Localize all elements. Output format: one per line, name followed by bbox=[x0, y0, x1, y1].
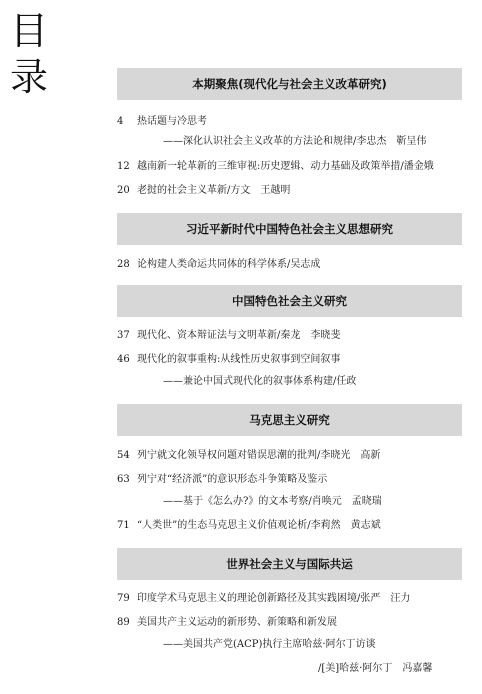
article-author: /李晓光 高新 bbox=[317, 450, 381, 461]
article-title: 论构建人类命运共同体的科学体系 bbox=[137, 259, 287, 270]
article-title: 列宁就文化领导权问题对错误思潮的批判 bbox=[137, 450, 317, 461]
page-number: 12 bbox=[117, 161, 130, 172]
page-number: 4 bbox=[117, 116, 124, 127]
toc-entry[interactable] bbox=[117, 184, 290, 198]
article-subtitle: ——基于《怎么办?》的文本考察/肖唤元 孟晓瑞 bbox=[163, 496, 382, 507]
toc-entry[interactable] bbox=[117, 592, 410, 606]
article-title: 美国共产主义运动的新形势、新策略和新发展 bbox=[137, 617, 337, 628]
article-author: /张严 汪力 bbox=[357, 593, 411, 604]
toc-entry[interactable] bbox=[117, 473, 327, 487]
article-title: 热话题与冷思考 bbox=[137, 116, 207, 127]
article-author: /吴志成 bbox=[287, 259, 321, 270]
section-header-xi-thought: 习近平新时代中国特色社会主义思想研究 bbox=[117, 213, 462, 245]
page-number: 89 bbox=[117, 617, 130, 628]
article-author: /秦龙 李晓斐 bbox=[277, 330, 341, 341]
page-number: 28 bbox=[117, 259, 130, 270]
section-header-marxism: 马克思主义研究 bbox=[117, 404, 462, 436]
article-author: /李莉然 黄志斌 bbox=[307, 520, 381, 531]
page-number: 63 bbox=[117, 474, 130, 485]
article-title: 现代化的叙事重构:从线性历史叙事到空间叙事 bbox=[137, 354, 341, 365]
toc-entry[interactable] bbox=[117, 115, 207, 129]
toc-entry[interactable] bbox=[117, 258, 320, 272]
article-title: 老挝的社会主义革新 bbox=[137, 185, 227, 196]
article-subtitle: ——美国共产党(ACP)执行主席哈兹·阿尔丁访谈 bbox=[163, 639, 376, 650]
article-author: /潘金娥 bbox=[400, 161, 434, 172]
page-title-char-1: 目 bbox=[9, 9, 48, 53]
page-number: 37 bbox=[117, 330, 130, 341]
page-number: 71 bbox=[117, 520, 130, 531]
toc-entry[interactable] bbox=[117, 519, 381, 533]
page-number: 20 bbox=[117, 185, 130, 196]
article-title: 现代化、资本辩证法与文明革新 bbox=[137, 330, 277, 341]
page-title bbox=[6, 8, 52, 100]
toc-entry[interactable] bbox=[117, 160, 434, 174]
toc-entry[interactable] bbox=[117, 616, 337, 630]
page-title-char-2: 录 bbox=[9, 55, 48, 99]
article-title: 列宁对“经济派”的意识形态斗争策略及鉴示 bbox=[137, 474, 328, 485]
page-number: 79 bbox=[117, 593, 130, 604]
article-subtitle: ——兼论中国式现代化的叙事体系构建/任政 bbox=[163, 376, 357, 387]
toc-entry[interactable] bbox=[117, 449, 380, 463]
article-title: 印度学术马克思主义的理论创新路径及其实践困境 bbox=[137, 593, 357, 604]
article-author: /[美]哈兹·阿尔丁 冯嘉馨 bbox=[318, 663, 433, 674]
toc-entry[interactable] bbox=[117, 329, 340, 343]
toc-entry[interactable] bbox=[117, 353, 340, 367]
page-number: 54 bbox=[117, 450, 130, 461]
article-title: “人类世”的生态马克思主义价值观论析 bbox=[137, 520, 308, 531]
article-title: 越南新一轮革新的三维审视:历史逻辑、动力基础及政策举措 bbox=[137, 161, 401, 172]
article-author: /方文 王越明 bbox=[227, 185, 291, 196]
section-header-socialism-chinese-characteristics: 中国特色社会主义研究 bbox=[117, 285, 462, 317]
section-header-world-socialism: 世界社会主义与国际共运 bbox=[117, 548, 462, 580]
section-header-focus: 本期聚焦(现代化与社会主义改革研究) bbox=[117, 68, 462, 100]
page-number: 46 bbox=[117, 354, 130, 365]
article-subtitle: ——深化认识社会主义改革的方法论和规律/李忠杰 靳呈伟 bbox=[163, 136, 427, 147]
